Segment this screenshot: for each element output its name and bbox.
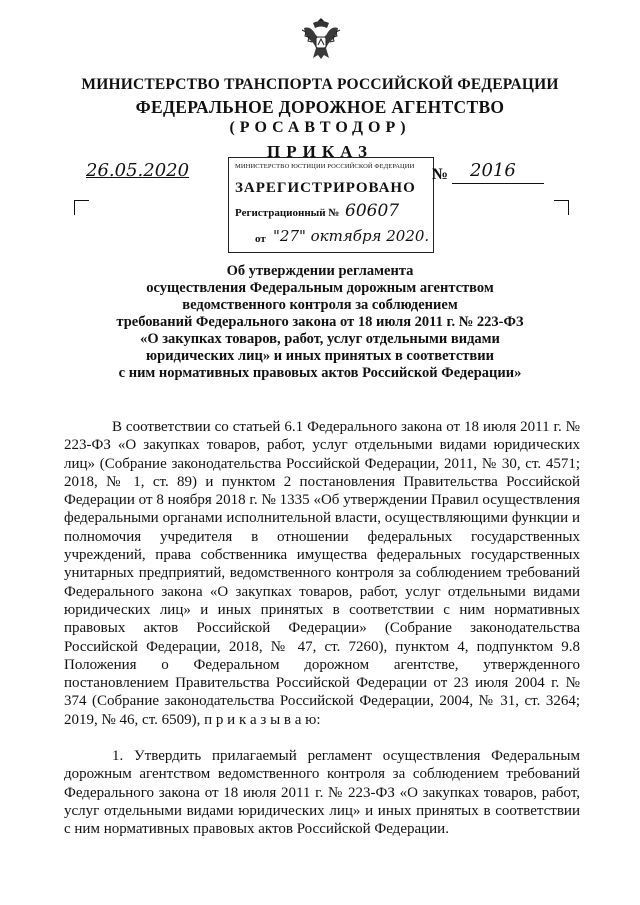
stamp-date-label: от xyxy=(255,233,266,245)
title-line: осуществления Федеральным дорожным агентством xyxy=(146,280,494,296)
order-title xyxy=(70,263,570,382)
order-number-underline xyxy=(452,183,544,184)
stamp-date-value: "27" октября 2020. xyxy=(273,227,430,245)
order-number-label: № xyxy=(432,166,449,183)
stamp-reg-number-label: Регистрационный № xyxy=(235,207,340,219)
agency-name: ФЕДЕРАЛЬНОЕ ДОРОЖНОЕ АГЕНТСТВО xyxy=(135,97,505,117)
title-corner-right xyxy=(554,200,569,215)
title-line: ведомственного контроля за соблюдением xyxy=(182,297,458,313)
title-line: «О закупках товаров, работ, услуг отдельными видами xyxy=(140,331,500,347)
order-date: 26.05.2020 xyxy=(86,160,190,181)
ministry-name: МИНИСТЕРСТВО ТРАНСПОРТА РОССИЙСКОЙ ФЕДЕРАЦИИ xyxy=(81,76,559,93)
title-line: требований Федерального закона от 18 июля 2011 г. № 223-ФЗ xyxy=(116,314,524,330)
title-line: Об утверждении регламента xyxy=(226,263,414,279)
preamble-paragraph: В соответствии со статьей 6.1 Федерального закона от 18 июля 2011 г. № 223-ФЗ «О закупках товаров, работ, услуг отдельными видами юридических лиц» (Собрание законодательства Российской Федерации, 2011, № 30, ст. 4571; 2018, № 1, ст. 89) и пунктом 2 постановления Правительства Российской Федерации от 8 ноября 2018 г. № 1335 «Об утверждении Правил осуществления федеральными органами исполнительной власти, осуществляющими функции и полномочия учредителя в отношении федеральных государственных учреждений, права собственника имущества федеральных государственных унитарных предприятий, ведомственного контроля за соблюдением требований Федерального закона «О закупках товаров, работ, услуг отдельными видами юридических лиц» и иных принятых в соответствии с ним нормативных правовых актов Российской Федерации» (Собрание законодательства Российской Федерации, 2018, № 47, ст. 7260), пунктом 4, подпунктом 9.8 Положения о Федеральном дорожном агентстве, утвержденного постановлением Правительства Российской Федерации от 23 июля 2004 г. № 374 (Собрание законодательства Российской Федерации, 2004, № 31, ст. 3264; 2019, № 46, ст. 6509), п р и к а з ы в а ю: xyxy=(64,419,580,728)
agency-short-name: (РОСАВТОДОР) xyxy=(229,119,411,136)
russian-coat-of-arms-icon xyxy=(300,14,342,64)
document-type: ПРИКАЗ xyxy=(267,142,373,161)
stamp-registered: ЗАРЕГИСТРИРОВАНО xyxy=(235,180,416,196)
order-number: 2016 xyxy=(470,160,516,181)
stamp-reg-number: 60607 xyxy=(345,201,400,221)
title-line: с ним нормативных правовых актов Российской Федерации» xyxy=(118,365,522,381)
title-corner-left xyxy=(74,200,89,215)
order-body xyxy=(64,418,580,839)
stamp-ministry-line: МИНИСТЕРСТВО ЮСТИЦИИ РОССИЙСКОЙ ФЕДЕРАЦИИ xyxy=(235,163,415,170)
item-1-paragraph: 1. Утвердить прилагаемый регламент осуществления Федеральным дорожным агентством ведомственного контроля за соблюдением требований Федерального закона от 18 июля 2011 г. № 223-ФЗ «О закупках товаров, работ, услуг отдельными видами юридических лиц» и иных принятых в соответствии с ним нормативных правовых актов Российской Федерации. xyxy=(64,748,580,838)
title-line: юридических лиц» и иных принятых в соответствии xyxy=(146,348,494,364)
registration-stamp xyxy=(228,157,434,253)
